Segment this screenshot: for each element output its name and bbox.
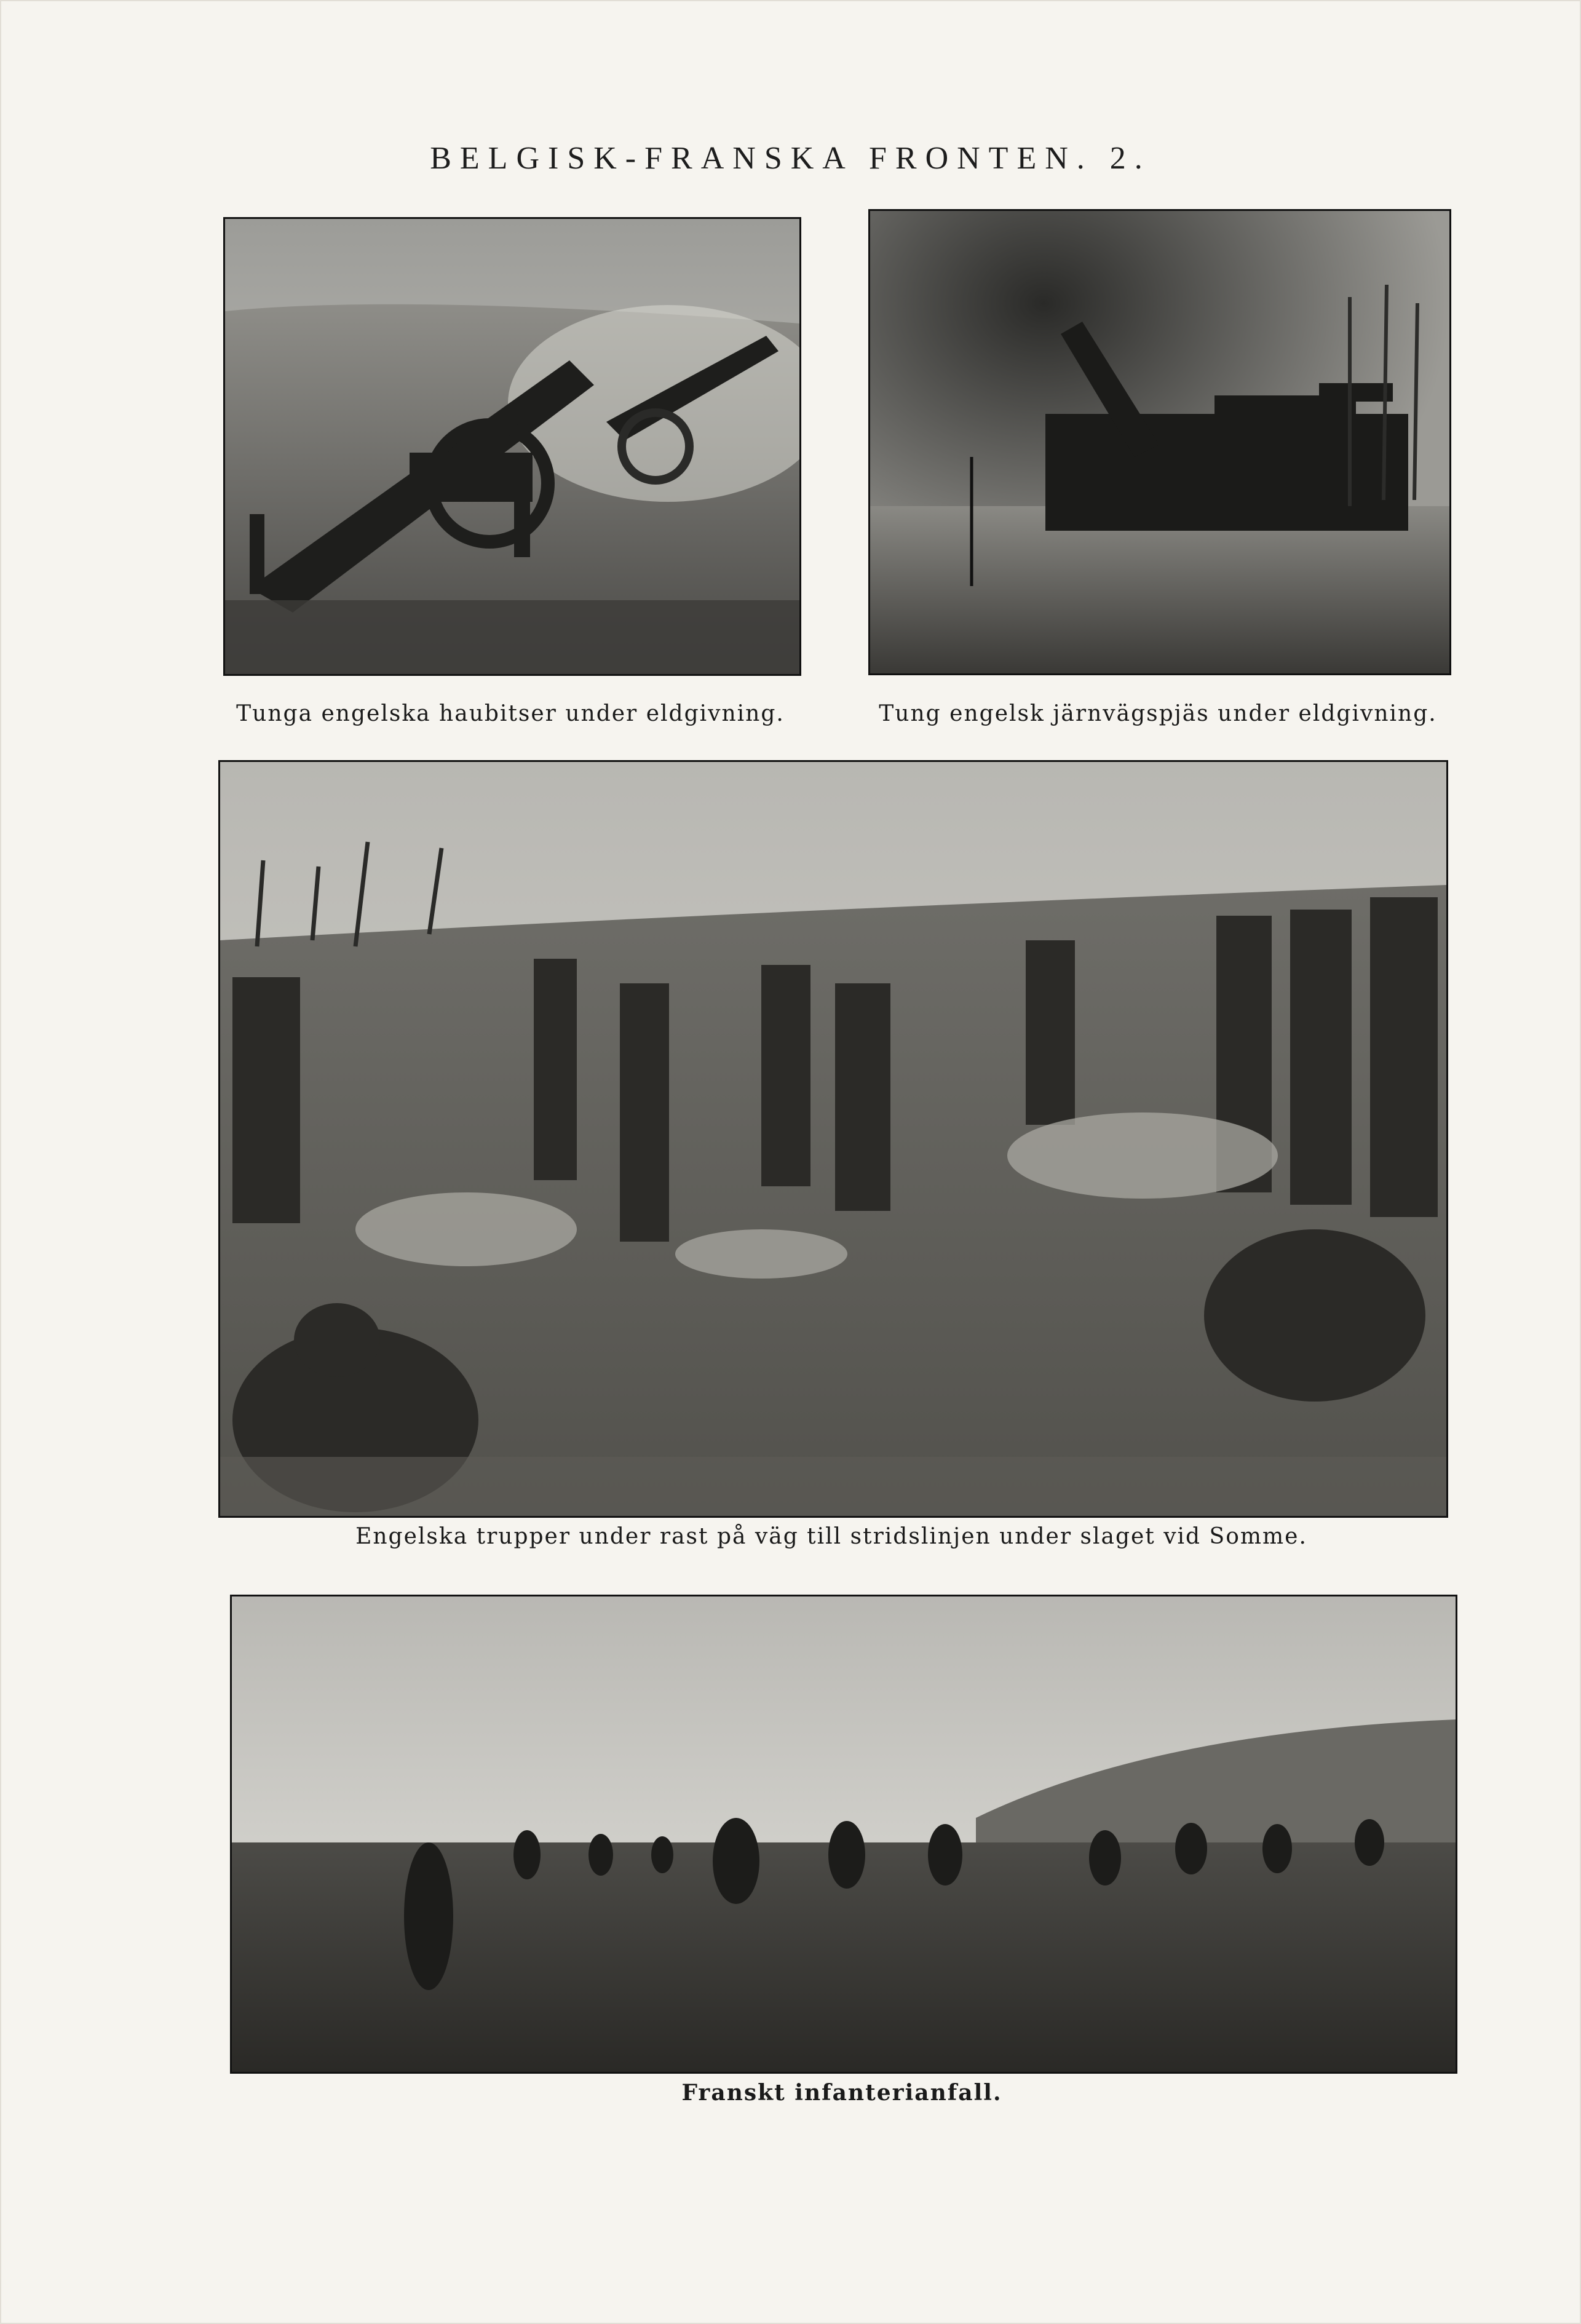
infantry-attack-photo xyxy=(230,1595,1457,2074)
troops-resting-photo xyxy=(218,760,1448,1518)
howitzer-caption: Tunga engelska haubitser under eldgivning. xyxy=(236,701,785,726)
heavy-howitzer-photo xyxy=(223,217,801,676)
railway-gun-caption: Tung engelsk järnvägspjäs under eldgivning. xyxy=(879,701,1437,726)
railway-gun-photo xyxy=(868,209,1451,675)
page-header: BELGISK-FRANSKA FRONTEN. 2. xyxy=(430,141,1151,176)
troops-resting-caption: Engelska trupper under rast på väg till stridslinjen under slaget vid Somme. xyxy=(355,1524,1307,1549)
infantry-attack-caption: Franskt infanterianfall. xyxy=(681,2080,1002,2106)
